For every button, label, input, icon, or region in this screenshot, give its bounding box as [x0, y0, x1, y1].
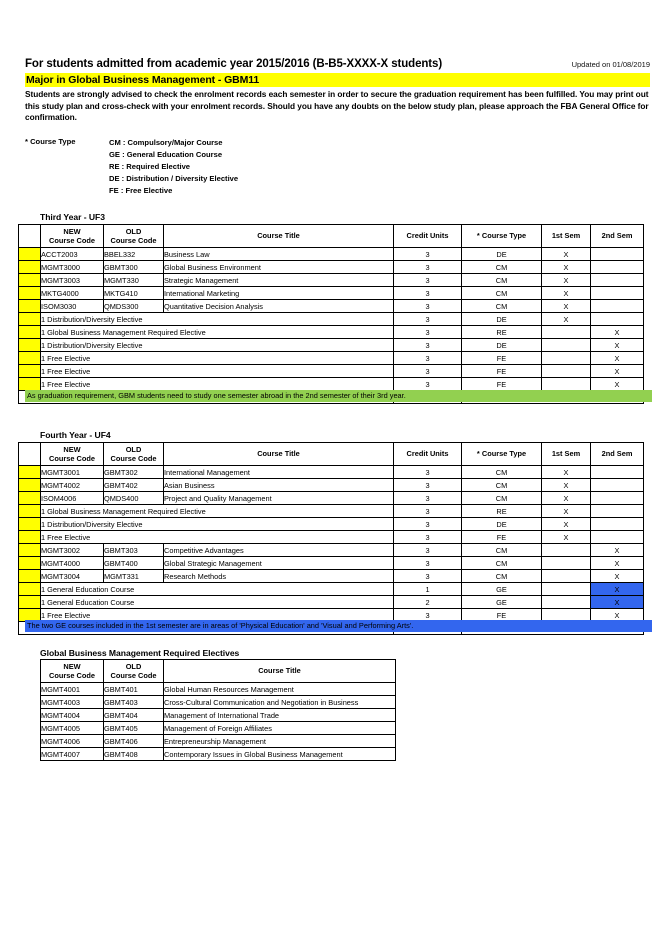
row-marker-cell: [19, 518, 41, 531]
col-course-title: Course Title: [164, 443, 394, 466]
cell-sem2: X: [591, 326, 644, 339]
cell-course-title: 1 Global Business Management Required Elective: [41, 326, 394, 339]
cell-sem2: X: [591, 339, 644, 352]
cell-sem2: [591, 531, 644, 544]
cell-course-title: Project and Quality Management: [164, 492, 394, 505]
cell-course-title: 1 Distribution/Diversity Elective: [41, 339, 394, 352]
col-old-code: [104, 660, 164, 683]
cell-sem1: [542, 378, 591, 391]
cell-course-type: RE: [462, 326, 542, 339]
col-old-code: [104, 443, 164, 466]
cell-credit-units: 3: [394, 248, 462, 261]
cell-new-code: MGMT4007: [41, 748, 104, 761]
table-row: [19, 378, 644, 391]
cell-sem2: X: [591, 544, 644, 557]
cell-sem2: [591, 313, 644, 326]
cell-new-code: MGMT4005: [41, 722, 104, 735]
legend-items: [109, 137, 425, 197]
cell-sem2: [591, 479, 644, 492]
col-new-code-l2: Course Code: [49, 236, 95, 245]
uf3-table: [18, 224, 644, 404]
table-row: [19, 300, 644, 313]
cell-sem2: [591, 466, 644, 479]
col-new-code-l1: NEW: [63, 226, 81, 236]
uf4-table-header: [19, 443, 644, 466]
cell-course-type: GE: [462, 596, 542, 609]
col-new-code: [41, 443, 104, 466]
cell-course-type: GE: [462, 583, 542, 596]
table-header-row: [41, 660, 396, 683]
legend-item-de: DE : Distribution / Diversity Elective: [109, 174, 239, 183]
legend-label: * Course Type: [25, 137, 76, 146]
electives-table-header: [41, 660, 396, 683]
cell-credit-units: 3: [394, 505, 462, 518]
col-course-type: * Course Type: [462, 225, 542, 248]
cell-course-title: Cross-Cultural Communication and Negotiation in Business: [164, 696, 396, 709]
row-marker-cell: [19, 557, 41, 570]
table-row: [19, 557, 644, 570]
cell-course-title: Business Law: [164, 248, 394, 261]
cell-credit-units: 3: [394, 378, 462, 391]
cell-course-type: CM: [462, 479, 542, 492]
cell-sem1: [542, 544, 591, 557]
cell-course-title: 1 Free Elective: [41, 531, 394, 544]
cell-sem2: X: [591, 378, 644, 391]
cell-credit-units: 3: [394, 557, 462, 570]
cell-new-code: MGMT4006: [41, 735, 104, 748]
cell-old-code: GBMT401: [104, 683, 164, 696]
cell-course-title: Management of International Trade: [164, 709, 396, 722]
cell-sem1: X: [542, 274, 591, 287]
cell-new-code: MGMT3002: [41, 544, 104, 557]
cell-credit-units: 3: [394, 609, 462, 622]
cell-sem1: [542, 352, 591, 365]
cell-course-type: DE: [462, 339, 542, 352]
cell-sem2: [591, 287, 644, 300]
uf4-table-body: [19, 466, 644, 635]
table-row: [19, 261, 644, 274]
row-marker-cell: [19, 570, 41, 583]
intro-paragraph: Students are strongly advised to check the enrolment records each semester in order to secure the graduation requirement has been fulfilled. You may print out this study plan and cross-check with your enrolment records. Should you have any doubts on the below study plan, please approach the FBA General Office for confirmation.: [25, 89, 649, 123]
cell-course-title: Quantitative Decision Analysis: [164, 300, 394, 313]
cell-sem2: [591, 518, 644, 531]
cell-sem1: [542, 583, 591, 596]
cell-old-code: GBMT303: [104, 544, 164, 557]
cell-old-code: MGMT330: [104, 274, 164, 287]
cell-new-code: MGMT4004: [41, 709, 104, 722]
row-marker-cell: [19, 544, 41, 557]
cell-sem2: X: [591, 352, 644, 365]
cell-course-title: 1 Distribution/Diversity Elective: [41, 518, 394, 531]
table-row: [19, 583, 644, 596]
legend-item-fe: FE : Free Elective: [109, 186, 173, 195]
cell-old-code: MKTG410: [104, 287, 164, 300]
table-row: [19, 352, 644, 365]
table-row: [19, 287, 644, 300]
cell-sem1: [542, 339, 591, 352]
cell-sem2: [591, 505, 644, 518]
col-sem2: 2nd Sem: [591, 225, 644, 248]
cell-course-title: 1 Global Business Management Required Elective: [41, 505, 394, 518]
cell-sem1: X: [542, 518, 591, 531]
table-row: [19, 466, 644, 479]
cell-sem1: [542, 596, 591, 609]
cell-sem1: X: [542, 261, 591, 274]
cell-course-type: DE: [462, 518, 542, 531]
row-marker-cell: [19, 287, 41, 300]
cell-sem1: X: [542, 479, 591, 492]
col-new-code-l2: Course Code: [49, 671, 95, 680]
col-new-code-l1: NEW: [63, 444, 81, 454]
uf3-section-title: Third Year - UF3: [40, 212, 105, 222]
col-old-code-l1: OLD: [125, 444, 142, 454]
cell-course-type: CM: [462, 466, 542, 479]
cell-credit-units: 3: [394, 339, 462, 352]
row-marker-cell: [19, 378, 41, 391]
cell-old-code: GBMT403: [104, 696, 164, 709]
cell-new-code: MGMT4003: [41, 696, 104, 709]
major-title-banner: [25, 73, 650, 87]
legend-item-cm: CM : Compulsory/Major Course: [109, 138, 223, 147]
row-marker-cell: [19, 596, 41, 609]
cell-course-title: Global Human Resources Management: [164, 683, 396, 696]
cell-course-title: 1 General Education Course: [41, 596, 394, 609]
cell-course-title: Research Methods: [164, 570, 394, 583]
col-old-code-l2: Course Code: [110, 236, 157, 245]
cell-course-type: CM: [462, 274, 542, 287]
cell-credit-units: 3: [394, 313, 462, 326]
row-marker-cell: [19, 261, 41, 274]
cell-sem2: [591, 261, 644, 274]
cell-course-title: 1 General Education Course: [41, 583, 394, 596]
col-credit-units: Credit Units: [394, 225, 462, 248]
col-new-code: [41, 660, 104, 683]
table-row: [19, 492, 644, 505]
cell-course-title: International Management: [164, 466, 394, 479]
cell-sem1: [542, 365, 591, 378]
table-row: [19, 479, 644, 492]
row-marker-cell: [19, 531, 41, 544]
cell-course-title: 1 Free Elective: [41, 352, 394, 365]
cell-old-code: GBMT402: [104, 479, 164, 492]
marker-col-header: [19, 443, 41, 466]
cell-old-code: GBMT406: [104, 735, 164, 748]
cell-course-title: 1 Distribution/Diversity Elective: [41, 313, 394, 326]
cell-sem2: X: [591, 596, 644, 609]
cell-old-code: QMDS300: [104, 300, 164, 313]
cell-credit-units: 3: [394, 492, 462, 505]
cell-sem1: X: [542, 492, 591, 505]
cell-new-code: MKTG4000: [41, 287, 104, 300]
cell-sem1: X: [542, 313, 591, 326]
table-row: [41, 748, 396, 761]
cell-course-type: DE: [462, 313, 542, 326]
cell-credit-units: 3: [394, 326, 462, 339]
cell-new-code: ACCT2003: [41, 248, 104, 261]
row-marker-cell: [19, 479, 41, 492]
cell-sem2: X: [591, 609, 644, 622]
cell-new-code: MGMT3001: [41, 466, 104, 479]
row-marker-cell: [19, 583, 41, 596]
major-title-text: Major in Global Business Management - GBM11: [26, 74, 260, 86]
page-title: For students admitted from academic year 2015/2016 (B-B5-XXXX-X students): [25, 58, 443, 70]
cell-sem1: X: [542, 300, 591, 313]
cell-new-code: MGMT4001: [41, 683, 104, 696]
electives-table-body: [41, 683, 396, 761]
cell-new-code: MGMT3004: [41, 570, 104, 583]
col-sem2: 2nd Sem: [591, 443, 644, 466]
cell-sem2: [591, 300, 644, 313]
cell-sem1: X: [542, 287, 591, 300]
table-row: [19, 531, 644, 544]
table-row: [19, 570, 644, 583]
cell-course-type: CM: [462, 287, 542, 300]
col-old-code: [104, 225, 164, 248]
table-row: [19, 313, 644, 326]
cell-old-code: GBMT404: [104, 709, 164, 722]
electives-table: [40, 659, 396, 761]
cell-credit-units: 3: [394, 261, 462, 274]
cell-course-type: FE: [462, 365, 542, 378]
table-row: [19, 248, 644, 261]
uf4-section-title: Fourth Year - UF4: [40, 430, 111, 440]
cell-new-code: MGMT4000: [41, 557, 104, 570]
col-new-code-l2: Course Code: [49, 454, 95, 463]
cell-sem1: [542, 557, 591, 570]
cell-credit-units: 3: [394, 466, 462, 479]
cell-credit-units: 3: [394, 570, 462, 583]
cell-sem2: [591, 274, 644, 287]
cell-course-title: Management of Foreign Affiliates: [164, 722, 396, 735]
cell-course-type: CM: [462, 300, 542, 313]
cell-credit-units: 2: [394, 596, 462, 609]
cell-credit-units: 3: [394, 274, 462, 287]
cell-course-type: CM: [462, 570, 542, 583]
electives-section-title: Global Business Management Required Electives: [40, 648, 240, 658]
col-new-code: [41, 225, 104, 248]
table-row: [19, 339, 644, 352]
cell-credit-units: 3: [394, 544, 462, 557]
table-row: [41, 735, 396, 748]
cell-sem2: X: [591, 557, 644, 570]
uf3-table-body: [19, 248, 644, 404]
col-credit-units: Credit Units: [394, 443, 462, 466]
row-marker-cell: [19, 365, 41, 378]
col-course-title: Course Title: [164, 225, 394, 248]
cell-course-title: 1 Free Elective: [41, 378, 394, 391]
table-row: [19, 505, 644, 518]
cell-new-code: MGMT3000: [41, 261, 104, 274]
cell-sem1: X: [542, 248, 591, 261]
cell-course-title: Entrepreneurship Management: [164, 735, 396, 748]
row-marker-cell: [19, 466, 41, 479]
table-row: [19, 274, 644, 287]
row-marker-cell: [19, 313, 41, 326]
col-old-code-l1: OLD: [125, 226, 142, 236]
row-marker-cell: [19, 300, 41, 313]
row-marker-cell: [19, 326, 41, 339]
cell-new-code: ISOM3030: [41, 300, 104, 313]
cell-new-code: MGMT4002: [41, 479, 104, 492]
col-sem1: 1st Sem: [542, 225, 591, 248]
cell-credit-units: 3: [394, 300, 462, 313]
uf4-table: [18, 442, 644, 635]
legend-item-ge: GE : General Education Course: [109, 150, 223, 159]
uf4-note-banner: The two GE courses included in the 1st semester are in areas of 'Physical Education' and 'Visual and Performing Arts'.: [25, 620, 652, 632]
legend-item-re: RE : Required Elective: [109, 162, 191, 171]
table-row: [41, 696, 396, 709]
cell-course-title: Contemporary Issues in Global Business Management: [164, 748, 396, 761]
cell-course-type: FE: [462, 352, 542, 365]
row-marker-cell: [19, 274, 41, 287]
col-old-code-l2: Course Code: [110, 454, 157, 463]
cell-old-code: GBMT300: [104, 261, 164, 274]
table-row: [19, 596, 644, 609]
table-header-row: [19, 443, 644, 466]
cell-credit-units: 3: [394, 287, 462, 300]
col-old-code-l1: OLD: [125, 661, 142, 671]
document-header: [25, 58, 650, 70]
row-marker-cell: [19, 339, 41, 352]
course-type-legend: [25, 137, 425, 197]
cell-new-code: ISOM4006: [41, 492, 104, 505]
cell-old-code: GBMT405: [104, 722, 164, 735]
col-old-code-l2: Course Code: [110, 671, 157, 680]
uf3-note-banner: As graduation requirement, GBM students need to study one semester abroad in the 2nd semester of their 3rd year.: [25, 390, 652, 402]
col-course-type: * Course Type: [462, 443, 542, 466]
cell-old-code: BBEL332: [104, 248, 164, 261]
marker-col-header: [19, 225, 41, 248]
col-new-code-l1: NEW: [63, 661, 81, 671]
table-row: [41, 722, 396, 735]
cell-old-code: GBMT408: [104, 748, 164, 761]
cell-sem1: X: [542, 531, 591, 544]
cell-sem2: [591, 248, 644, 261]
table-row: [41, 709, 396, 722]
cell-course-type: CM: [462, 261, 542, 274]
row-marker-cell: [19, 505, 41, 518]
table-row: [41, 683, 396, 696]
cell-course-title: 1 Free Elective: [41, 365, 394, 378]
cell-credit-units: 3: [394, 365, 462, 378]
cell-sem2: X: [591, 583, 644, 596]
col-course-title: Course Title: [164, 660, 396, 683]
cell-credit-units: 3: [394, 352, 462, 365]
cell-course-title: International Marketing: [164, 287, 394, 300]
uf3-table-header: [19, 225, 644, 248]
updated-date: Updated on 01/08/2019: [571, 60, 650, 69]
cell-course-title: Strategic Management: [164, 274, 394, 287]
cell-credit-units: 3: [394, 479, 462, 492]
cell-course-type: FE: [462, 378, 542, 391]
cell-course-type: CM: [462, 492, 542, 505]
table-row: [19, 326, 644, 339]
cell-credit-units: 3: [394, 531, 462, 544]
cell-course-type: CM: [462, 557, 542, 570]
cell-course-title: Competitive Advantages: [164, 544, 394, 557]
col-sem1: 1st Sem: [542, 443, 591, 466]
cell-sem2: X: [591, 365, 644, 378]
cell-course-title: Global Strategic Management: [164, 557, 394, 570]
cell-course-type: RE: [462, 505, 542, 518]
cell-course-title: Global Business Environment: [164, 261, 394, 274]
cell-course-type: CM: [462, 544, 542, 557]
row-marker-cell: [19, 492, 41, 505]
table-row: [19, 544, 644, 557]
cell-sem1: [542, 326, 591, 339]
cell-sem1: X: [542, 505, 591, 518]
cell-credit-units: 1: [394, 583, 462, 596]
table-row: [19, 518, 644, 531]
row-marker-cell: [19, 248, 41, 261]
cell-old-code: GBMT400: [104, 557, 164, 570]
cell-new-code: MGMT3003: [41, 274, 104, 287]
cell-sem1: X: [542, 466, 591, 479]
cell-course-title: Asian Business: [164, 479, 394, 492]
cell-course-type: DE: [462, 248, 542, 261]
cell-old-code: MGMT331: [104, 570, 164, 583]
cell-course-type: FE: [462, 609, 542, 622]
cell-course-type: FE: [462, 531, 542, 544]
row-marker-cell: [19, 352, 41, 365]
cell-sem1: [542, 570, 591, 583]
cell-credit-units: 3: [394, 518, 462, 531]
table-row: [19, 365, 644, 378]
cell-old-code: GBMT302: [104, 466, 164, 479]
cell-sem2: X: [591, 570, 644, 583]
cell-course-title: 1 Free Elective: [41, 609, 394, 622]
cell-old-code: QMDS400: [104, 492, 164, 505]
cell-sem2: [591, 492, 644, 505]
table-header-row: [19, 225, 644, 248]
